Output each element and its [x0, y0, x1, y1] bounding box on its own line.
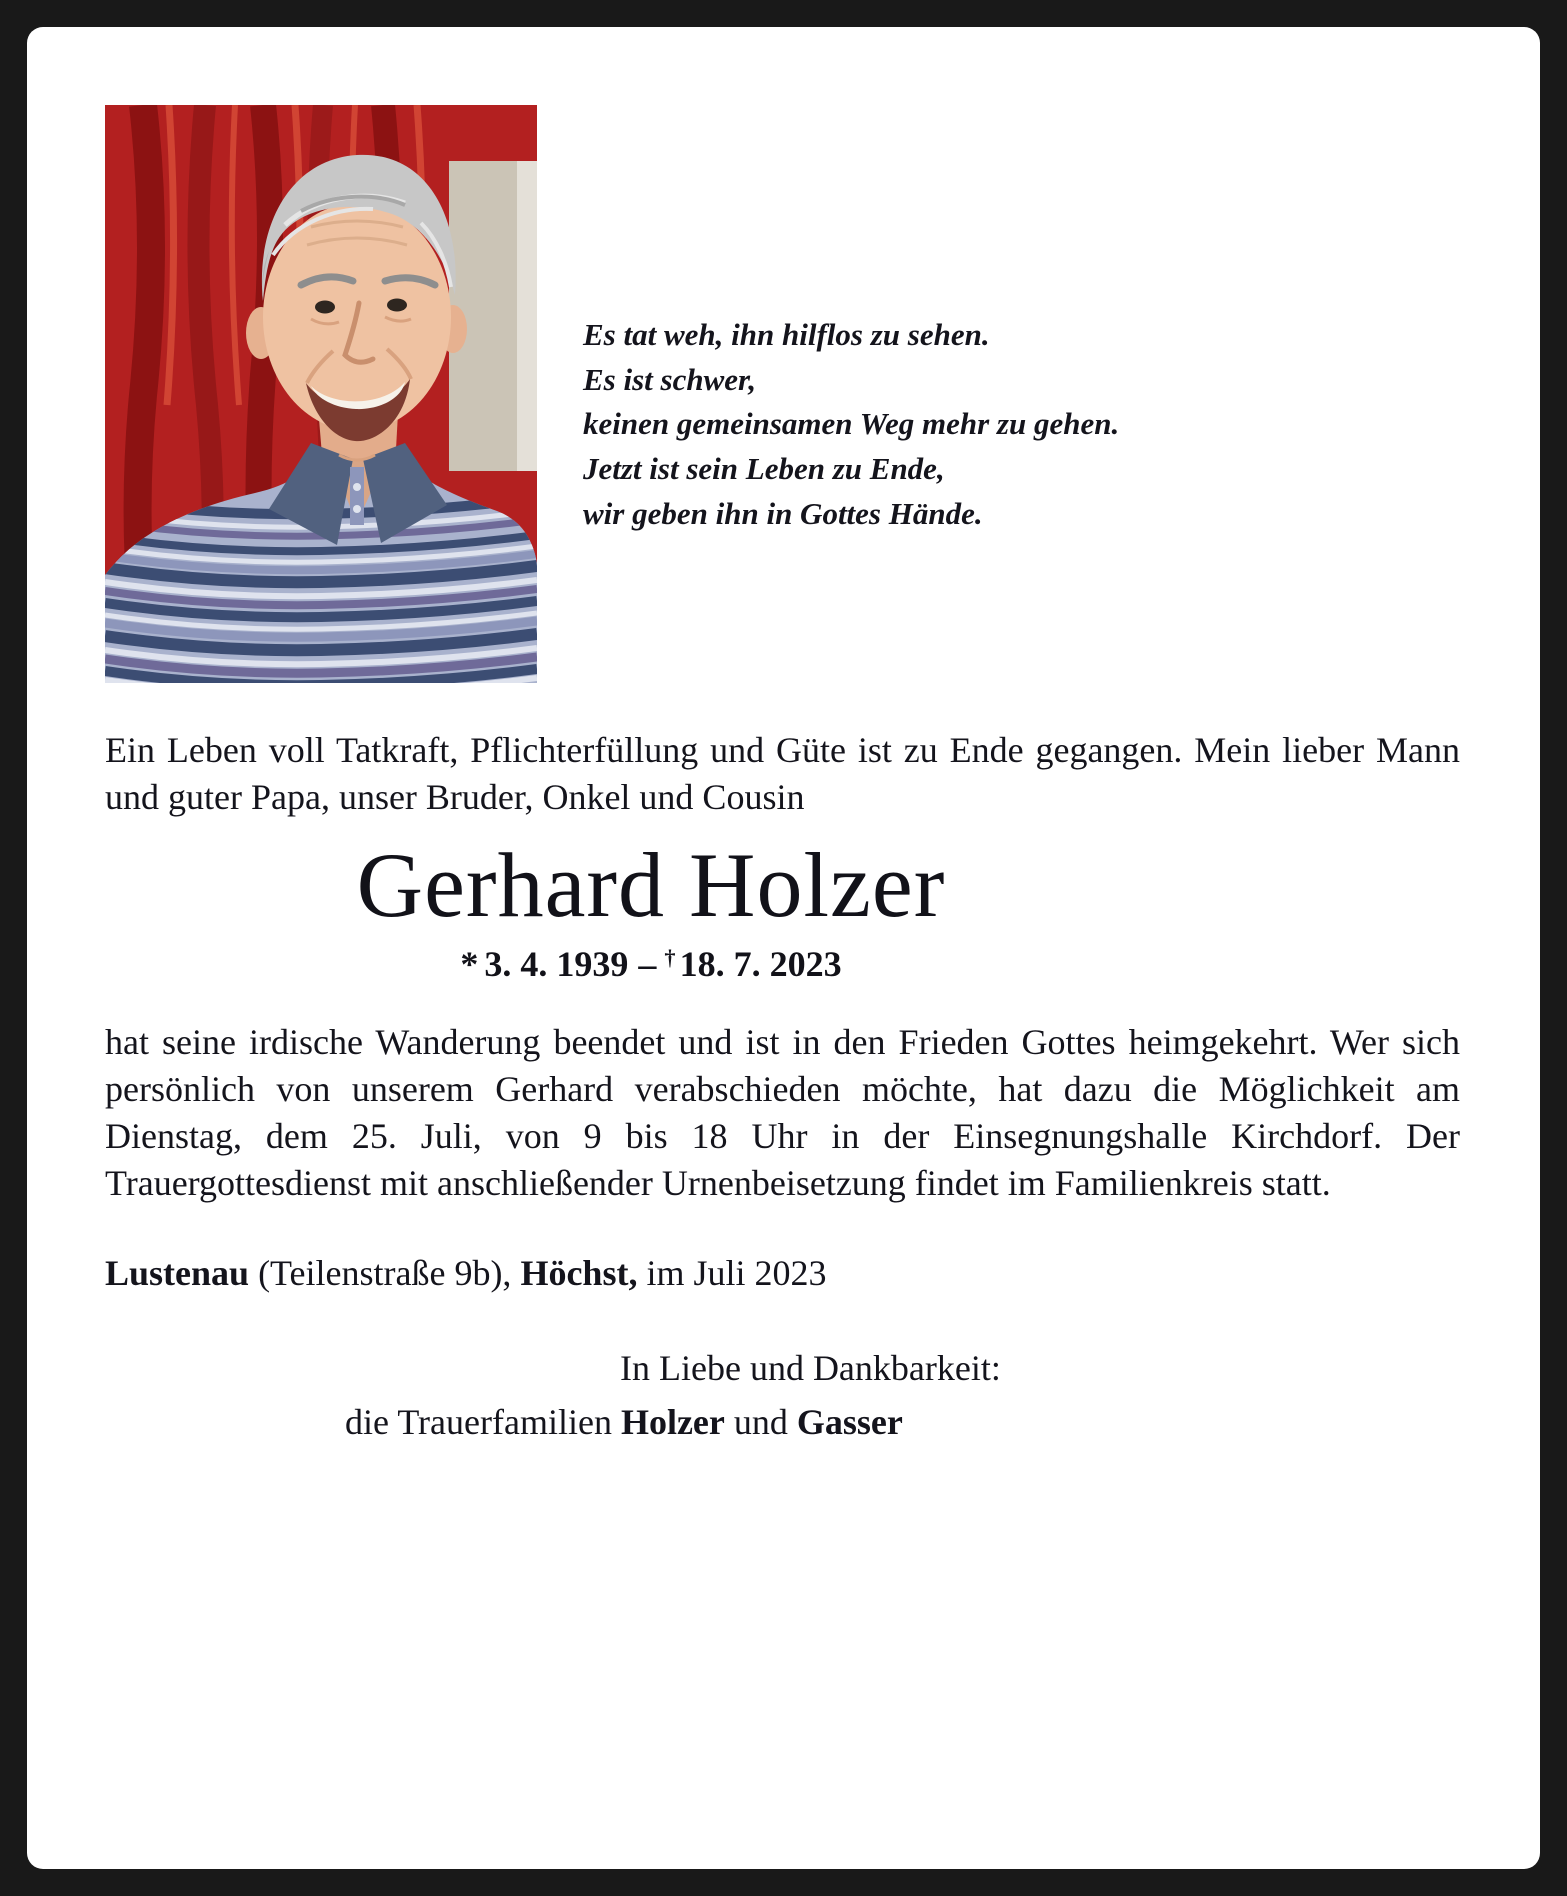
intro-paragraph: Ein Leben voll Tatkraft, Pflichterfüllung und Güte ist zu Ende gegangen. Mein lieber Mann und guter Papa, unser Bruder, Onkel und Cousin	[105, 730, 1460, 817]
families-mid: und	[724, 1402, 797, 1443]
body-paragraph: hat seine irdische Wanderung beendet und ist in den Frieden Gottes heimgekehrt. Wer sich persönlich von unserem Gerhard verabschieden möchte, hat dazu die Möglichkeit am Dienstag, dem 25. Juli, von 9 bis 18 Uhr in der Einsegnungshalle Kirchdorf. Der Trauergottesdienst mit anschließender Urnenbeisetzung findet im Familienkreis statt.	[105, 1022, 1460, 1203]
poem-line: Es tat weh, ihn hilflos zu sehen.	[583, 317, 990, 352]
closing-families	[105, 1401, 1460, 1443]
portrait-photo	[105, 105, 537, 683]
birth-date: 3. 4. 1939	[484, 944, 629, 985]
name-block	[105, 833, 1197, 986]
deceased-name: Gerhard Holzer	[356, 833, 946, 936]
obituary-card	[27, 27, 1540, 1869]
family-name-2: Gasser	[796, 1402, 903, 1443]
death-date: 18. 7. 2023	[679, 944, 842, 985]
closing-thanks: In Liebe und Dankbarkeit:	[620, 1348, 1001, 1389]
location-street: (Teilenstraße 9b),	[249, 1253, 521, 1294]
location-place-2: Höchst,	[520, 1253, 638, 1294]
memorial-poem	[583, 313, 1119, 536]
poem-line: Jetzt ist sein Leben zu Ende,	[583, 450, 945, 486]
location-place-1: Lustenau	[105, 1253, 250, 1294]
photo-and-poem-row	[105, 105, 1460, 683]
death-symbol: †	[664, 945, 676, 971]
poem-line: Es ist schwer,	[583, 361, 757, 397]
location-month: im Juli 2023	[637, 1253, 827, 1294]
dates-separator: –	[638, 944, 657, 985]
poem-line: keinen gemeinsamen Weg mehr zu gehen.	[583, 406, 1120, 442]
birth-symbol: *	[460, 944, 479, 985]
family-name-1: Holzer	[620, 1402, 725, 1443]
poem-line: wir geben ihn in Gottes Hände.	[583, 495, 983, 531]
families-prefix: die Trauerfamilien	[345, 1402, 621, 1443]
location-date-line	[105, 1250, 1460, 1297]
life-dates	[105, 943, 1197, 985]
